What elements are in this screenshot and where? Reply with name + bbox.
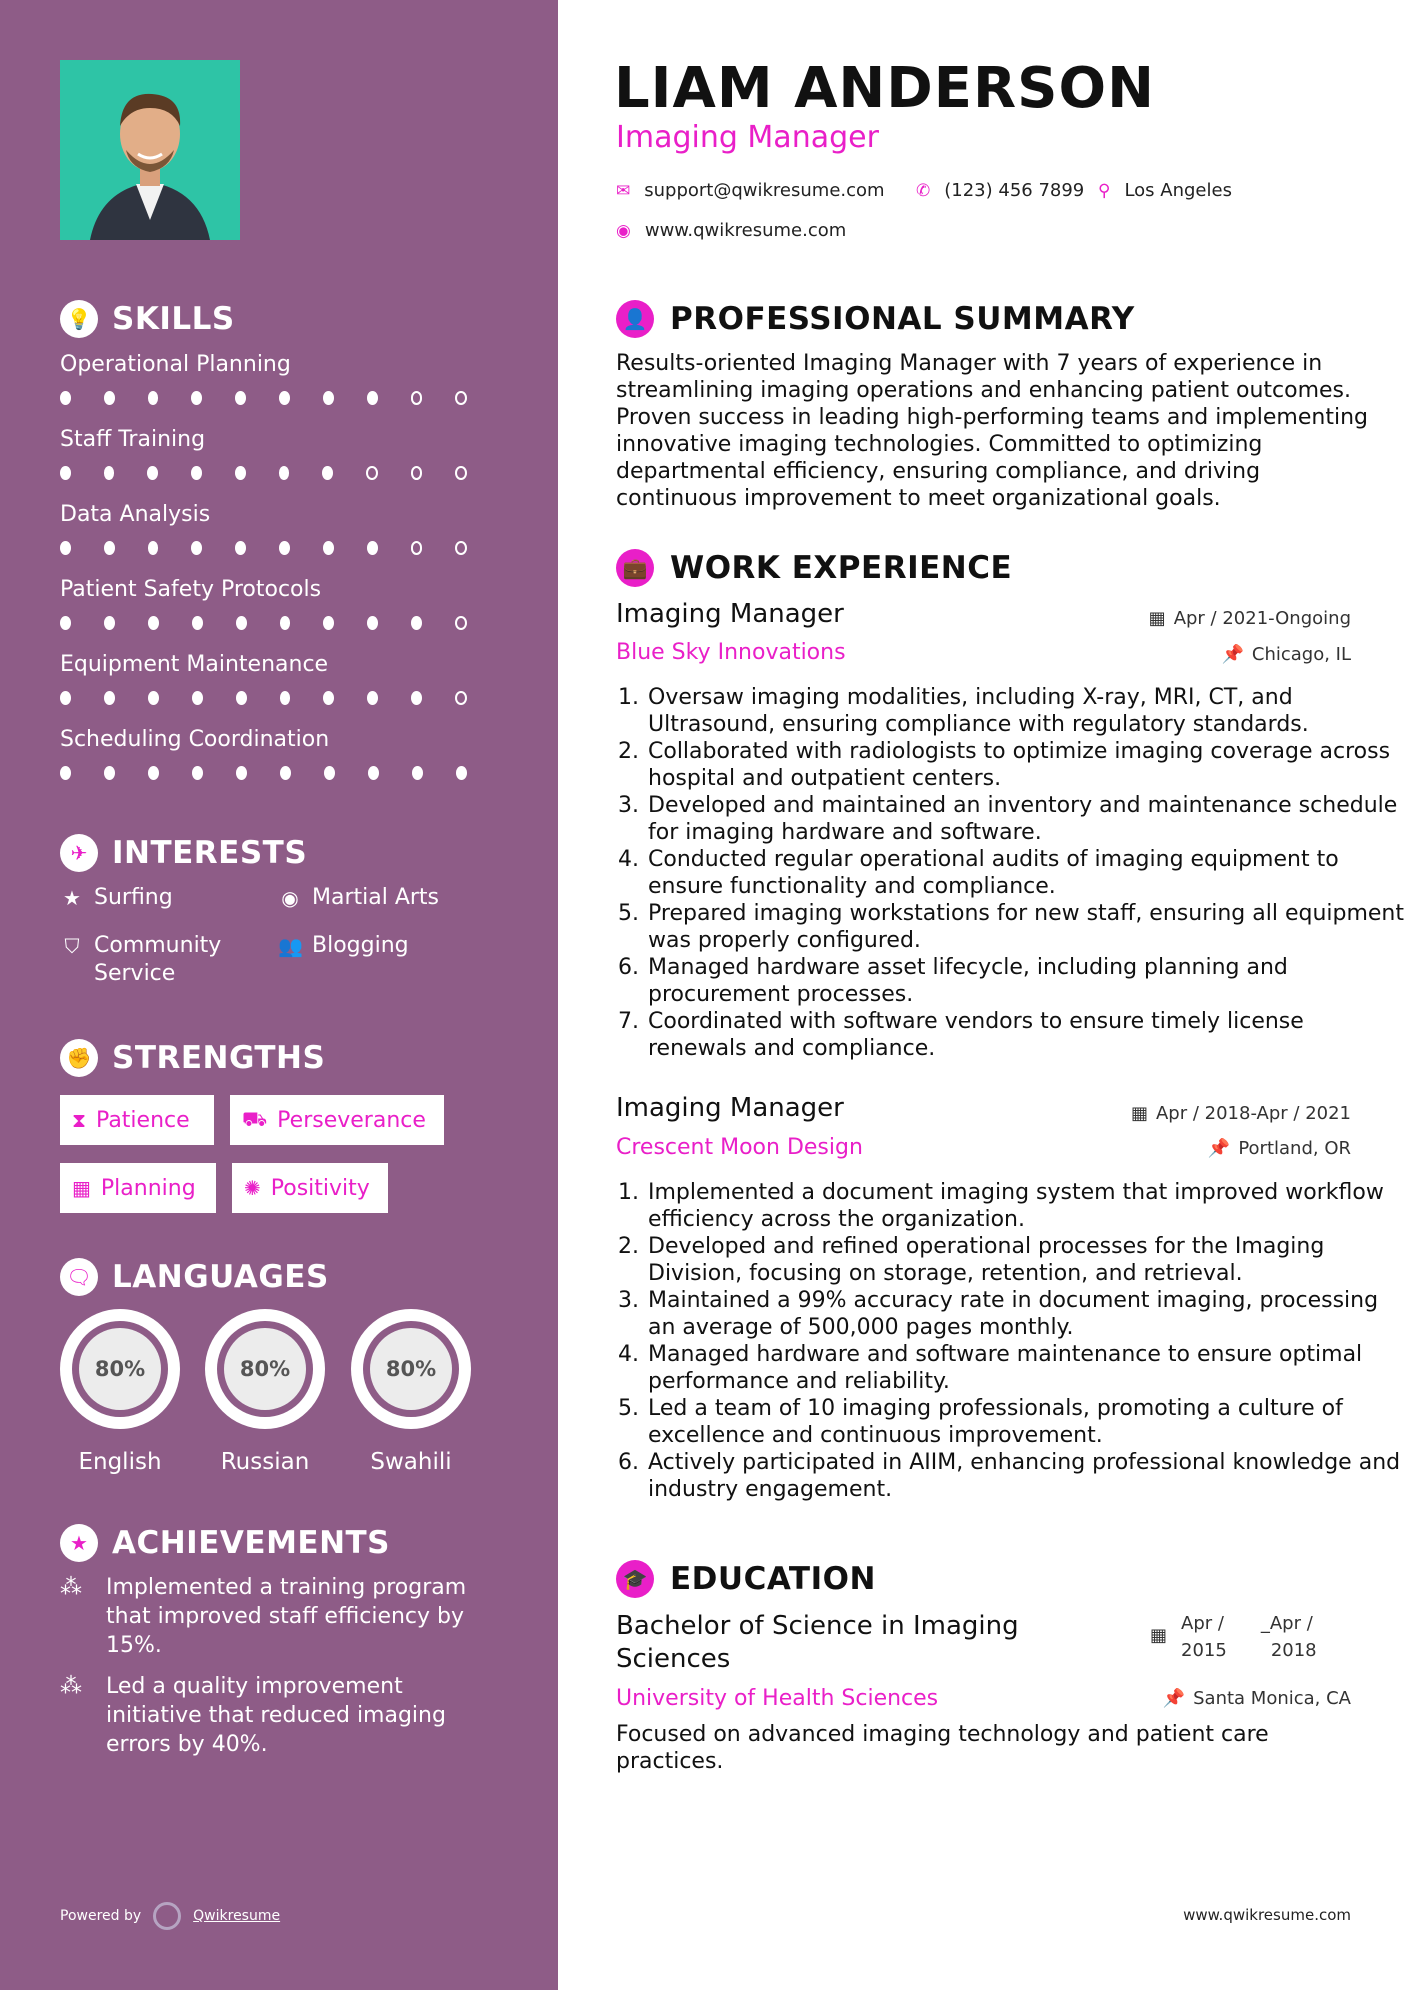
- rating-dot-filled: [191, 466, 202, 480]
- rating-dot-filled: [280, 766, 291, 780]
- experience-header: [616, 549, 1012, 587]
- rating-dot-filled: [412, 766, 423, 780]
- rating-dot-filled: [60, 616, 71, 630]
- candidate-role: Imaging Manager: [616, 120, 879, 155]
- rating-dot-empty: [455, 466, 467, 480]
- job-bullet: 1. Implemented a document imaging system that improved workflow efficiency across the organization.: [646, 1179, 1406, 1233]
- skill-name: Data Analysis: [60, 502, 211, 527]
- rating-dot-filled: [148, 691, 159, 705]
- skill-rating: [60, 466, 500, 480]
- rating-dot-filled: [235, 391, 246, 405]
- paper-plane-icon: ✈: [60, 834, 98, 872]
- skill-item: [60, 352, 500, 405]
- rating-dot-filled: [323, 391, 334, 405]
- hourglass-icon: ⧗: [72, 1108, 87, 1132]
- job-bullet: 4. Managed hardware and software maintenance to ensure optimal performance and reliability.: [646, 1341, 1406, 1395]
- rating-dot-filled: [147, 466, 158, 480]
- job-dates: ▦ Apr / 2021-Ongoing: [1148, 608, 1351, 629]
- rating-dot-empty: [455, 616, 467, 630]
- rating-dot-filled: [104, 466, 115, 480]
- map-pin-icon: ⚲: [1098, 180, 1111, 201]
- skill-rating: [60, 616, 500, 630]
- pushpin-icon: 📌: [1221, 644, 1244, 665]
- rating-dot-filled: [323, 541, 334, 555]
- language-ring: 80%: [351, 1309, 471, 1429]
- job-bullet: 1. Oversaw imaging modalities, including X-ray, MRI, CT, and Ultrasound, ensuring compliance with regulatory standards.: [646, 684, 1406, 738]
- job-bullets: [616, 1179, 1406, 1503]
- rating-dot-empty: [411, 541, 423, 555]
- skill-rating: [60, 691, 500, 705]
- calendar-icon: ▦: [72, 1176, 91, 1200]
- contact-phone[interactable]: ✆ (123) 456 7899: [916, 180, 1085, 201]
- contact-website[interactable]: ◉ www.qwikresume.com: [616, 220, 847, 241]
- job-title: Imaging Manager: [616, 599, 844, 629]
- rating-dot-filled: [279, 541, 290, 555]
- candidate-name: LIAM ANDERSON: [614, 56, 1155, 121]
- brand-link[interactable]: Qwikresume: [193, 1908, 281, 1924]
- main-content: [558, 0, 1407, 1990]
- rating-dot-filled: [191, 541, 202, 555]
- rating-dot-filled: [279, 391, 290, 405]
- degree-title: Bachelor of Science in Imaging Sciences: [616, 1611, 1019, 1674]
- rating-dot-filled: [411, 616, 422, 630]
- job-title: Imaging Manager: [616, 1093, 844, 1123]
- interests-header: [60, 834, 307, 872]
- pushpin-icon: 📌: [1207, 1138, 1231, 1159]
- rating-dot-filled: [368, 766, 379, 780]
- contact-location: ⚲ Los Angeles: [1098, 180, 1232, 201]
- rating-dot-filled: [323, 691, 334, 705]
- language-ring: 80%: [60, 1309, 180, 1429]
- sparkle-star-icon: ⁂: [60, 1674, 82, 1699]
- interest-item: ◉ Martial Arts: [278, 884, 439, 912]
- shield-icon: ⛉: [64, 934, 80, 958]
- job-bullets: [616, 684, 1406, 1062]
- summary-title: PROFESSIONAL SUMMARY: [670, 301, 1135, 337]
- job-bullet: 5. Prepared imaging workstations for new staff, ensuring all equipment was properly configured.: [646, 900, 1406, 954]
- summary-header: [616, 300, 1135, 338]
- language-item: 80% Russian: [205, 1309, 325, 1475]
- rating-dot-filled: [60, 541, 71, 555]
- sidebar: [0, 0, 558, 1990]
- education-description: Focused on advanced imaging technology and patient care practices.: [616, 1722, 1269, 1774]
- rating-dot-filled: [104, 391, 115, 405]
- education-dates: ▦ Apr / 2015 _Apr / 2018: [1150, 1610, 1317, 1664]
- rating-dot-filled: [236, 691, 247, 705]
- skill-name: Operational Planning: [60, 352, 291, 377]
- job-bullet: 3. Maintained a 99% accuracy rate in document imaging, processing an average of 500,000 pages monthly.: [646, 1287, 1406, 1341]
- strength-chip: ⛟ Perseverance: [230, 1095, 444, 1145]
- rating-dot-filled: [60, 466, 71, 480]
- globe-icon: ◉: [616, 220, 631, 241]
- rating-dot-filled: [279, 466, 290, 480]
- strength-chip: ⧗ Patience: [60, 1095, 214, 1145]
- calendar-icon: ▦: [1150, 1625, 1168, 1646]
- globe-icon: ◉: [281, 886, 299, 910]
- fist-icon: ✊: [60, 1039, 98, 1077]
- rating-dot-filled: [280, 616, 291, 630]
- job-bullet: 6. Managed hardware asset lifecycle, including planning and procurement processes.: [646, 954, 1406, 1008]
- job-dates: ▦ Apr / 2018-Apr / 2021: [1130, 1103, 1351, 1124]
- rating-dot-empty: [411, 466, 423, 480]
- experience-title: WORK EXPERIENCE: [670, 550, 1013, 586]
- interest-item: 👥 Blogging: [278, 933, 409, 958]
- language-icon: 🗨: [60, 1258, 98, 1296]
- language-item: 80% Swahili: [351, 1309, 471, 1475]
- rating-dot-filled: [104, 766, 115, 780]
- rating-dot-filled: [367, 541, 378, 555]
- education-header: [616, 1560, 876, 1598]
- rating-dot-filled: [324, 766, 335, 780]
- education-location: 📌 Santa Monica, CA: [1162, 1688, 1351, 1709]
- languages-header: [60, 1258, 329, 1296]
- language-ring: 80%: [205, 1309, 325, 1429]
- job-company: Crescent Moon Design: [616, 1135, 863, 1160]
- job-bullet: 3. Developed and maintained an inventory and maintenance schedule for imaging hardware and software.: [646, 792, 1406, 846]
- job-bullet: 2. Developed and refined operational processes for the Imaging Division, focusing on storage, retention, and retrieval.: [646, 1233, 1406, 1287]
- users-icon: 👥: [278, 934, 303, 958]
- job-bullet: 6. Actively participated in AIIM, enhancing professional knowledge and industry engagement.: [646, 1449, 1406, 1503]
- rating-dot-empty: [455, 391, 467, 405]
- job-company: Blue Sky Innovations: [616, 640, 846, 665]
- phone-icon: ✆: [916, 180, 931, 201]
- rating-dot-filled: [322, 466, 333, 480]
- strength-chip: ▦ Planning: [60, 1163, 216, 1213]
- skill-item: [60, 427, 500, 480]
- rating-dot-filled: [148, 541, 159, 555]
- rating-dot-filled: [411, 691, 422, 705]
- trophy-icon: ★: [60, 1524, 98, 1562]
- road-icon: ⛟: [242, 1106, 268, 1131]
- lightbulb-icon: 💡: [60, 300, 98, 338]
- graduation-cap-icon: 🎓: [616, 1560, 654, 1598]
- rating-dot-filled: [104, 616, 115, 630]
- skill-item: [60, 652, 500, 705]
- rating-dot-filled: [235, 541, 246, 555]
- rating-dot-filled: [148, 616, 159, 630]
- summary-text: Results-oriented Imaging Manager with 7 years of experience in streamlining imaging operations and enhancing patient outcomes. Proven success in leading high-performing teams and implementing innovative imaging technologies. Committed to optimizing departmental efficiency, ensuring compliance, and driving continuous improvement to meet organizational goals.: [616, 351, 1368, 511]
- education-title: EDUCATION: [670, 1561, 876, 1597]
- briefcase-icon: 💼: [616, 549, 654, 587]
- achievements-header: [60, 1524, 390, 1562]
- job-bullet: 4. Conducted regular operational audits of imaging equipment to ensure functionality and compliance.: [646, 846, 1406, 900]
- rating-dot-filled: [192, 766, 203, 780]
- skill-item: [60, 727, 500, 780]
- strength-chip: ✺ Positivity: [232, 1163, 388, 1213]
- skills-title: SKILLS: [112, 301, 235, 337]
- qwikresume-logo-icon: [153, 1902, 181, 1930]
- rating-dot-empty: [411, 391, 423, 405]
- rating-dot-filled: [192, 691, 203, 705]
- strengths-header: [60, 1039, 325, 1077]
- rating-dot-filled: [60, 691, 71, 705]
- job-location: 📌 Portland, OR: [1207, 1138, 1351, 1159]
- job-location: 📌 Chicago, IL: [1221, 644, 1351, 665]
- skill-name: Equipment Maintenance: [60, 652, 329, 677]
- sparkle-star-icon: ⁂: [60, 1575, 82, 1600]
- user-icon: 👤: [616, 300, 654, 338]
- rating-dot-empty: [455, 541, 467, 555]
- skill-name: Scheduling Coordination: [60, 727, 330, 752]
- skill-rating: [60, 391, 500, 405]
- rating-dot-filled: [104, 691, 115, 705]
- achievement-item: ⁂ Led a quality improvement initiative that reduced imaging errors by 40%.: [60, 1674, 446, 1757]
- achievement-item: ⁂ Implemented a training program that improved staff efficiency by 15%.: [60, 1575, 467, 1658]
- star-icon: ★: [63, 886, 81, 910]
- footer-website[interactable]: www.qwikresume.com: [1183, 1906, 1351, 1924]
- job-bullet: 5. Led a team of 10 imaging professionals, promoting a culture of excellence and continuous improvement.: [646, 1395, 1406, 1449]
- skill-item: [60, 577, 500, 630]
- pushpin-icon: 📌: [1162, 1688, 1186, 1709]
- calendar-icon: ▦: [1148, 608, 1166, 629]
- rating-dot-filled: [235, 466, 246, 480]
- rating-dot-filled: [236, 616, 247, 630]
- school-name: University of Health Sciences: [616, 1686, 939, 1711]
- contact-email[interactable]: ✉ support@qwikresume.com: [616, 180, 885, 201]
- job-bullet: 7. Coordinated with software vendors to ensure timely license renewals and compliance.: [646, 1008, 1406, 1062]
- interests-title: INTERESTS: [112, 835, 308, 871]
- rating-dot-filled: [367, 616, 378, 630]
- skill-item: [60, 502, 500, 555]
- rating-dot-filled: [367, 391, 378, 405]
- strengths-title: STRENGTHS: [112, 1040, 326, 1076]
- rating-dot-filled: [192, 616, 203, 630]
- rating-dot-filled: [456, 766, 467, 780]
- rating-dot-filled: [367, 691, 378, 705]
- envelope-icon: ✉: [616, 180, 631, 201]
- calendar-icon: ▦: [1130, 1103, 1148, 1124]
- job-bullet: 2. Collaborated with radiologists to optimize imaging coverage across hospital and outpatient centers.: [646, 738, 1406, 792]
- skill-rating: [60, 541, 500, 555]
- rating-dot-filled: [60, 766, 71, 780]
- rating-dot-filled: [280, 691, 291, 705]
- sun-icon: ✺: [244, 1176, 261, 1200]
- rating-dot-filled: [148, 766, 159, 780]
- rating-dot-filled: [104, 541, 115, 555]
- interest-item: ⛉ Community Service: [60, 932, 230, 988]
- rating-dot-empty: [455, 691, 467, 705]
- skill-name: Patient Safety Protocols: [60, 577, 322, 602]
- interest-item: ★ Surfing: [60, 884, 173, 912]
- language-item: 80% English: [60, 1309, 180, 1475]
- achievements-title: ACHIEVEMENTS: [112, 1525, 391, 1561]
- skill-rating: [60, 766, 500, 780]
- languages-title: LANGUAGES: [112, 1259, 329, 1295]
- rating-dot-filled: [148, 391, 159, 405]
- rating-dot-empty: [366, 466, 378, 480]
- rating-dot-filled: [191, 391, 202, 405]
- skill-name: Staff Training: [60, 427, 206, 452]
- rating-dot-filled: [236, 766, 247, 780]
- rating-dot-filled: [60, 391, 71, 405]
- rating-dot-filled: [323, 616, 334, 630]
- powered-by: Powered by Qwikresume: [60, 1902, 280, 1930]
- profile-photo: [60, 60, 240, 240]
- skills-header: [60, 300, 235, 338]
